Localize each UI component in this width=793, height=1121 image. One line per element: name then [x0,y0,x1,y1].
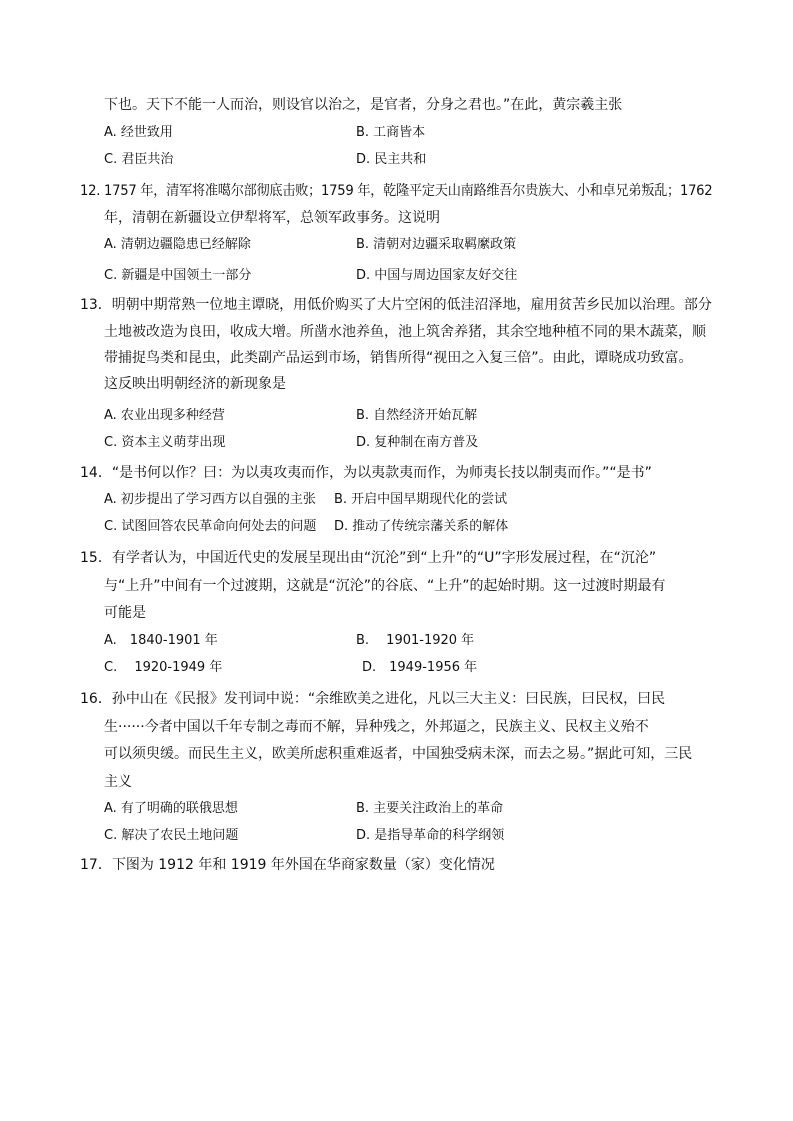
q13-stem-line: 带捕捉鸟类和昆虫，此类副产品运到市场，销售所得“视田之入复三倍”。由此，谭晓成功致富。 [104,350,693,366]
q15-option-c: C. 1920-1949 年 [104,660,223,675]
q12-stem-line: 年，清朝在新疆设立伊犁将军，总领军政事务。这说明 [104,210,440,226]
q16-stem-line: 16．孙中山在《民报》发刊词中说：“余维欧美之进化，凡以三大主义：曰民族，曰民权，曰民 [80,691,666,707]
q14-option-d: D. 推动了传统宗藩关系的解体 [334,519,509,534]
q16-option-c: C. 解决了农民土地问题 [104,828,239,843]
q15-option-b: B. 1901-1920 年 [356,633,475,648]
q14-option-c: C. 试图回答农民革命向何处去的问题 [104,519,317,534]
q11-stem-line: 下也。天下不能一人而治，则设官以治之，是官者，分身之君也。”在此，黄宗羲主张 [104,97,623,113]
q17-stem-line: 17．下图为 1912 年和 1919 年外国在华商家数量（家）变化情况 [80,857,495,873]
q11-option-d: D. 民主共和 [356,152,427,167]
q13-option-a: A. 农业出现多种经营 [104,408,225,423]
q12-option-d: D. 中国与周边国家友好交往 [356,268,518,283]
q11-option-b: B. 工商皆本 [356,125,426,140]
q16-stem-line: 主义 [104,774,132,790]
q13-stem-line: 土地被改造为良田，收成大增。所凿水池养鱼，池上筑舍养猪，其余空地种植不同的果木蔬菜，顺 [104,324,706,340]
q16-option-d: D. 是指导革命的科学纲领 [356,828,505,843]
q12-option-a: A. 清朝边疆隐患已经解除 [104,237,251,252]
q14-stem-line: 14．“是书何以作？曰：为以夷攻夷而作，为以夷款夷而作，为师夷长技以制夷而作。”“是书” [80,465,652,481]
q12-option-b: B. 清朝对边疆采取羁縻政策 [356,237,517,252]
q16-stem-line: 生······今者中国以千年专制之毒而不解，异种残之，外邦逼之，民族主义、民权主义殆不 [104,719,649,735]
q11-option-c: C. 君臣共治 [104,152,174,167]
q11-option-a: A. 经世致用 [104,125,173,140]
q15-stem-line: 与“上升”中间有一个过渡期，这就是“沉沦”的谷底、“上升”的起始时期。这一过渡时期最有 [104,578,666,594]
q16-option-b: B. 主要关注政治上的革命 [356,801,504,816]
q13-stem-line: 13．明朝中期常熟一位地主谭晓，用低价购买了大片空闲的低洼沼泽地，雇用贫苦乡民加以治理。部分 [80,297,712,313]
q12-stem-line: 12. 1757 年，清军将准噶尔部彻底击败；1759 年，乾隆平定天山南路维吾尔贵族大、小和卓兄弟叛乱；1762 [80,183,713,199]
q15-stem-line: 可能是 [104,605,146,621]
q13-stem-line: 这反映出明朝经济的新现象是 [104,376,286,392]
q14-option-a: A. 初步提出了学习西方以自强的主张 [104,492,316,507]
q13-option-c: C. 资本主义萌芽出现 [104,435,226,450]
q13-option-b: B. 自然经济开始瓦解 [356,408,478,423]
q13-option-d: D. 复种制在南方普及 [356,435,479,450]
q15-stem-line: 15．有学者认为，中国近代史的发展呈现出由“沉沦”到“上升”的“U”字形发展过程，在“沉沦” [80,550,657,566]
q14-option-b: B. 开启中国早期现代化的尝试 [334,492,508,507]
q15-option-a: A. 1840-1901 年 [104,633,218,648]
q16-option-a: A. 有了明确的联俄思想 [104,801,238,816]
q15-option-d: D. 1949-1956 年 [362,660,478,675]
q16-stem-line: 可以须臾缓。而民生主义，欧美所虑积重难返者，中国独受病未深，而去之易。”据此可知，三民 [104,746,693,762]
q12-option-c: C. 新疆是中国领土一部分 [104,268,252,283]
